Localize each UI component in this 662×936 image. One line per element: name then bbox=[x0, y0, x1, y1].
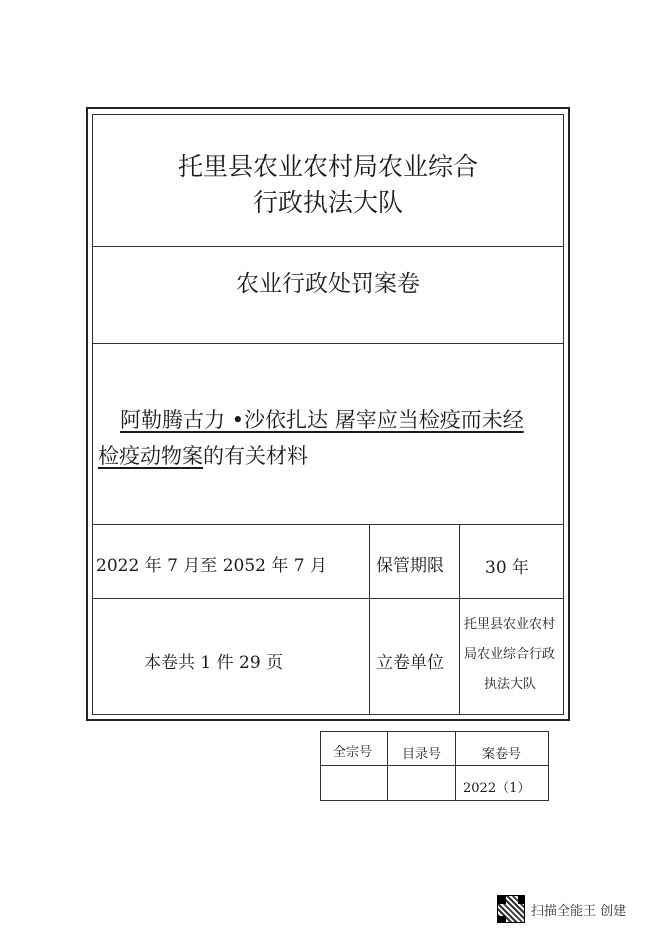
retention-label: 保管期限 bbox=[376, 556, 444, 576]
divider-3 bbox=[92, 524, 564, 525]
archive-table-col-divider-1 bbox=[387, 731, 388, 801]
column-divider-2 bbox=[459, 524, 460, 715]
period-text: 2022 年 7 月至 2052 年 7 月 bbox=[96, 556, 327, 576]
subject-rest: 的有关材料 bbox=[203, 444, 308, 468]
divider-4 bbox=[92, 598, 564, 599]
subject-underlined-1: 阿勒腾古力 •沙依扎达 屠宰应当检疫而未经 bbox=[120, 408, 524, 432]
divider-2 bbox=[92, 343, 564, 344]
unit-line-3: 执法大队 bbox=[484, 677, 537, 692]
archive-col1-header: 全宗号 bbox=[333, 745, 373, 760]
unit-line-1: 托里县农业农村 bbox=[464, 617, 556, 632]
archive-table-row-divider bbox=[320, 765, 549, 766]
subject-line-2 bbox=[98, 440, 308, 470]
archive-table-col-divider-2 bbox=[455, 731, 456, 801]
retention-value: 30 年 bbox=[485, 558, 530, 578]
archive-col3-value: 2022（1） bbox=[463, 781, 531, 796]
archive-col3-header: 案卷号 bbox=[482, 747, 522, 762]
column-divider-1 bbox=[369, 524, 370, 715]
archive-col2-header: 目录号 bbox=[402, 747, 442, 762]
case-type-title: 农业行政处罚案卷 bbox=[236, 271, 420, 297]
scanner-watermark: 扫描全能王 创建 bbox=[531, 904, 627, 919]
subject-line-1 bbox=[120, 404, 524, 434]
divider-1 bbox=[92, 246, 564, 247]
organization-line-2: 行政执法大队 bbox=[252, 188, 403, 217]
qr-code-icon bbox=[497, 895, 525, 923]
subject-underlined-2: 检疫动物案 bbox=[98, 444, 203, 468]
organization-line-1: 托里县农业农村局农业综合 bbox=[177, 152, 478, 181]
volume-count: 本卷共 1 件 29 页 bbox=[144, 653, 284, 673]
unit-line-2: 局农业综合行政 bbox=[464, 647, 556, 662]
unit-label: 立卷单位 bbox=[376, 653, 444, 673]
